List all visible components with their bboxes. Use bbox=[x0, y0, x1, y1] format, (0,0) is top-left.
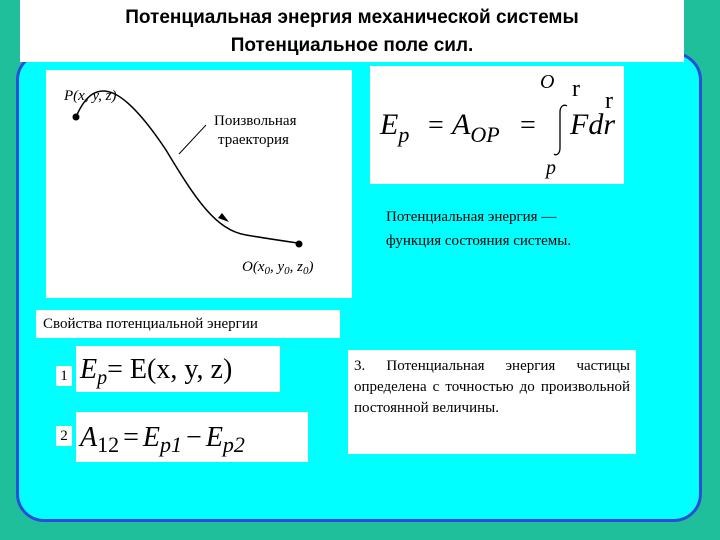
property-3-text: 3. Потенциальная энергия частицы определена с точностью до произвольной постоянной величины. bbox=[348, 350, 636, 454]
formula-eq1: = bbox=[428, 110, 444, 141]
start-point-dot bbox=[73, 114, 80, 121]
property-2-text: $A_{12} = E_{p1} - E_{p2}$ bbox=[80, 422, 245, 457]
integrand: Fdr bbox=[570, 108, 615, 141]
path-label-line2: траектория bbox=[218, 132, 289, 148]
formula-eq2: = bbox=[520, 110, 536, 141]
property-2-number: 2 bbox=[56, 426, 72, 446]
upper-limit: O bbox=[540, 71, 555, 93]
properties-heading: Свойства потенциальной энергии bbox=[36, 310, 340, 338]
start-point-label: P(x, y, z) bbox=[64, 88, 117, 104]
trajectory-diagram bbox=[46, 70, 352, 298]
property-1-formula bbox=[76, 346, 280, 392]
property-2-formula bbox=[76, 412, 308, 462]
direction-arrow bbox=[218, 213, 229, 222]
trajectory-svg bbox=[46, 70, 352, 298]
property-2-svg bbox=[76, 412, 308, 462]
pointer-line bbox=[179, 125, 206, 154]
state-function-note bbox=[386, 205, 656, 253]
property-1-number: 1 bbox=[56, 366, 72, 386]
property-1-svg bbox=[76, 346, 280, 392]
lower-limit: p bbox=[546, 157, 556, 179]
vector-mark-1: r bbox=[572, 76, 580, 102]
vector-mark-2: r bbox=[605, 88, 613, 114]
note-line-2: функция состояния системы. bbox=[386, 233, 572, 249]
title-line-2: Потенциальное поле сил. bbox=[230, 35, 474, 56]
end-point-label: $O(x_0$, $y_0$, $z_0$) bbox=[242, 259, 314, 277]
potential-energy-formula bbox=[370, 66, 624, 184]
property-1-text: $E_p= E(x$, y, z) bbox=[80, 354, 233, 389]
title-line-1: Потенциальная энергия механической системы bbox=[125, 7, 579, 28]
note-line-1: Потенциальная энергия — bbox=[386, 209, 557, 225]
formula-lhs: $E_p$ bbox=[380, 108, 410, 147]
formula-work: $A_{OP}$ bbox=[452, 108, 500, 147]
integral-sign bbox=[554, 105, 567, 155]
path-label-line1: Поизвольная bbox=[214, 113, 297, 129]
page-title bbox=[20, 0, 684, 62]
end-point-dot bbox=[296, 241, 303, 248]
formula-svg bbox=[370, 66, 624, 184]
